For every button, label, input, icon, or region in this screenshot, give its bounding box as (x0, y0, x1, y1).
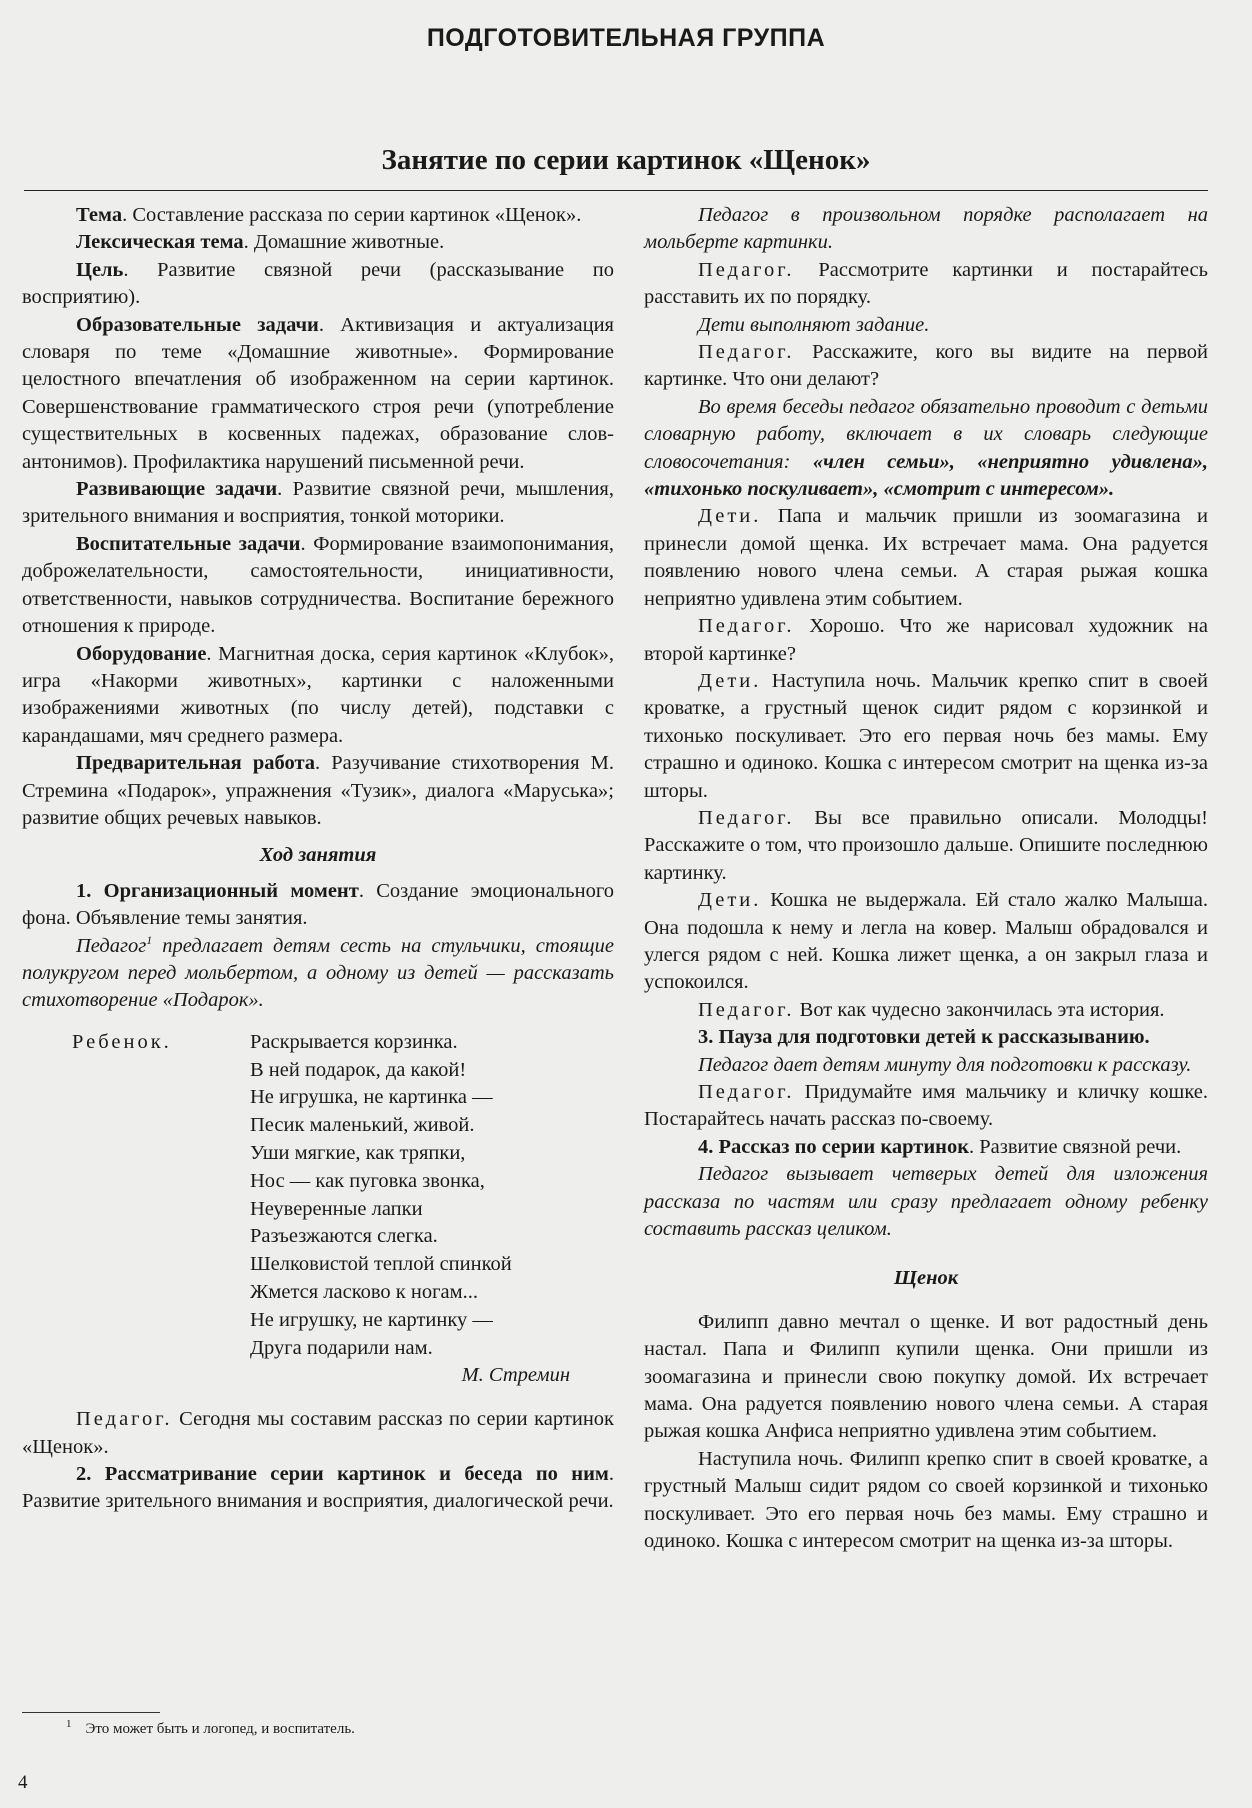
dialogue-children-3 (644, 887, 1208, 997)
poem-line: Разъезжаются слегка. (250, 1225, 438, 1248)
poem-line: Песик маленький, живой. (250, 1114, 475, 1137)
developmental-text: . Развитие связной речи, мышления, зрительного внимания и восприятия, тонкой моторики. (22, 478, 614, 528)
dialogue-teacher-4 (644, 805, 1208, 887)
dialogue-text: Наступила ночь. Мальчик крепко спит в своей кроватке, а грустный щенок сидит рядом с корзинкой и тихонько поскуливает. Это его первая ночь без мамы. Ему страшно и одиноко. Кошка с интересом смотрит на щенка из-за шторы. (644, 669, 1208, 802)
upbringing-paragraph (22, 531, 614, 641)
step4-paragraph (644, 1134, 1208, 1161)
poem-line: Неуверенные лапки (250, 1197, 423, 1220)
preparation-text: . Разучивание стихотворения М. Стремина «Подарок», упражнения «Тузик», диалога «Маруська»; развитие общих речевых навыков. (22, 752, 614, 829)
upbringing-label: Воспитательные задачи (76, 532, 301, 555)
dialogue-teacher-6 (644, 1079, 1208, 1134)
speaker-teacher: Педагог. (698, 998, 795, 1021)
speaker-teacher: Педагог. (76, 1408, 173, 1431)
preparation-paragraph (22, 750, 614, 832)
dialogue-text: Папа и мальчик пришли из зоомагазина и принесли домой щенка. Их встречает мама. Она радуется появлению нового члена семьи. А старая рыжая кошка неприятно удивлена этим событием. (644, 505, 1208, 610)
dialogue-text: Вы все правильно описали. Молодцы! Расскажите о том, что произошло дальше. Опишите последнюю картинку. (644, 806, 1208, 884)
speaker-teacher: Педагог. (698, 1081, 795, 1103)
educational-text: . Активизация и актуализация словаря по теме «Домашние животные». Формирование целостного впечатления об изображенном на серии картинок. Совершенствование грамматического строя речи (употребление существительных в косвенных падежах, образование слов-антонимов). Профилактика нарушений письменной речи. (22, 313, 614, 473)
poem-line: Уши мягкие, как тряпки, (250, 1141, 466, 1164)
topic-text: . Составление рассказа по серии картинок «Щенок». (122, 204, 582, 226)
dialogue-teacher-5 (644, 997, 1208, 1024)
poem-line: Шелковистой теплой спинкой (250, 1253, 512, 1276)
dialogue-text: Вот как чудесно закончилась эта история. (794, 998, 1165, 1021)
step1-paragraph (22, 878, 614, 933)
right-instruction-4: Педагог вызывает четверых детей для изложения рассказа по частям или сразу предлагает одному ребенку составить рассказ целиком. (644, 1163, 1208, 1241)
story-title: Щенок (893, 1267, 959, 1290)
right-instruction-3: Педагог дает детям минуту для подготовки к рассказу. (698, 1053, 1192, 1076)
goal-paragraph (22, 257, 614, 312)
teacher-line-1-text: Сегодня мы составим рассказ по серии картинок «Щенок». (22, 1408, 614, 1458)
step4-label: 4. Рассказ по серии картинок (698, 1135, 970, 1158)
footnote-text: Это может быть и логопед, и воспитатель. (85, 1721, 355, 1737)
upbringing-text: . Формирование взаимопонимания, доброжелательности, самостоятельности, инициативности, ответственности, навыков сотрудничества. Воспитание бережного отношения к природе. (22, 532, 614, 638)
speaker-children: Дети. (698, 669, 762, 692)
dialogue-text: Придумайте имя мальчику и кличку кошке. Постарайтесь начать рассказ по-своему. (644, 1081, 1208, 1131)
footnote-divider (22, 1712, 160, 1713)
speaker-teacher: Педагог. (698, 341, 795, 364)
poem-speaker: Ребенок. (72, 1030, 172, 1053)
preparation-label: Предварительная работа (76, 752, 316, 775)
dialogue-text: Кошка не выдержала. Ей стало жалко Малыша. Она подошла к нему и легла на ковер. Малыш обрадовался и улегся рядом с ней. Кошка лижет щенка, а он закрыл глаза и успокоился. (644, 889, 1208, 994)
lexical-label: Лексическая тема (76, 231, 244, 254)
poem-line: Раскрывается корзинка. (250, 1030, 458, 1053)
speaker-teacher: Педагог. (698, 615, 795, 638)
spacer (22, 1390, 614, 1406)
speaker-teacher: Педагог. (698, 258, 795, 281)
poem-line: В ней подарок, да какой! (250, 1058, 467, 1081)
vocabulary-phrases: «член семьи», «неприятно удивлена», «тихонько поскуливает», «смотрит с интересом». (644, 450, 1208, 501)
dialogue-text: Расскажите, кого вы видите на первой картинке. Что они делают? (644, 341, 1208, 391)
equipment-paragraph (22, 641, 614, 751)
lesson-title: Занятие по серии картинок «Щенок» (381, 144, 871, 176)
poem-line: Нос — как пуговка звонка, (250, 1169, 485, 1192)
footnote-mark: 1 (66, 1718, 72, 1730)
right-instruction-2: Дети выполняют задание. (698, 313, 930, 336)
educational-paragraph (22, 312, 614, 476)
story-paragraph-1: Филипп давно мечтал о щенке. И вот радостный день настал. Папа и Филипп купили щенка. Они пришли из зоомагазина и принесли свою покупку домой. Их встречает мама. Она радуется появлению нового члена семьи. А старая рыжая кошка Анфиса неприятно удивлена этим событием. (644, 1310, 1208, 1443)
dialogue-children-1 (644, 503, 1208, 613)
vocabulary-instruction (644, 394, 1208, 504)
step2-label: 2. Рассматривание серии картинок и беседа по ним (76, 1462, 609, 1485)
developmental-paragraph (22, 476, 614, 531)
lexical-paragraph (22, 229, 614, 256)
step3-heading: 3. Пауза для подготовки детей к рассказыванию. (698, 1026, 1150, 1049)
developmental-label: Развивающие задачи (76, 478, 278, 501)
goal-text: . Развитие связной речи (рассказывание по восприятию). (22, 258, 614, 309)
page-number: 4 (18, 1772, 28, 1793)
step1-label: 1. Организационный момент (76, 879, 359, 902)
equipment-label: Оборудование (76, 642, 207, 665)
dialogue-text: Рассмотрите картинки и постарайтесь расставить их по порядку. (644, 258, 1208, 309)
story-paragraph-2: Наступила ночь. Филипп крепко спит в своей кроватке, а грустный Малыш сидит рядом со своей корзинкой и тихонько поскуливает. Это его первая ночь без мамы. Ему страшно и одиноко. Кошка с интересом смотрит на щенка из-за шторы. (644, 1447, 1208, 1553)
poem-author: М. Стремин (461, 1364, 570, 1387)
poem-line: Не игрушку, не картинку — (250, 1308, 493, 1331)
footnote (66, 1718, 355, 1738)
step4-text: . Развитие связной речи. (969, 1135, 1182, 1158)
goal-label: Цель (76, 258, 124, 281)
poem-line: Не игрушка, не картинка — (250, 1086, 493, 1109)
footnote-reference: 1 (146, 932, 153, 947)
title-divider (24, 190, 1208, 191)
equipment-text: . Магнитная доска, серия картинок «Клубок», игра «Накорми животных», картинки с наложенными изображениями животных (по числу детей), подставки с карандашами, мяч среднего размера. (22, 642, 614, 747)
dialogue-teacher-2 (644, 339, 1208, 394)
left-column (22, 202, 614, 1516)
poem-lines (250, 1029, 614, 1390)
step2-paragraph (22, 1461, 614, 1516)
speaker-teacher: Педагог. (698, 806, 795, 829)
vocabulary-instruction-text: Во время беседы педагог обязательно проводит с детьми словарную работу, включает в их словарь следующие словосочетания: (644, 395, 1208, 473)
topic-paragraph (22, 202, 614, 229)
teacher-line-1 (22, 1406, 614, 1461)
step1-text: . Создание эмоционального фона. Объявление темы занятия. (22, 879, 614, 930)
step1-instruction-a: Педагог (76, 934, 147, 957)
right-instruction-1: Педагог в произвольном порядке располагает на мольберте картинки. (644, 204, 1208, 254)
step1-instruction-b: предлагает детям сесть на стульчики, стоящие полукругом перед мольбертом, а одному из детей — рассказать стихотворение «Подарок». (22, 934, 614, 1012)
poem-line: Друга подарили нам. (250, 1336, 433, 1359)
right-column (644, 202, 1208, 1556)
speaker-children: Дети. (698, 505, 762, 528)
lexical-text: . Домашние животные. (243, 231, 445, 254)
running-header: ПОДГОТОВИТЕЛЬНАЯ ГРУППА (426, 24, 826, 52)
course-heading: Ход занятия (259, 844, 377, 867)
educational-label: Образовательные задачи (76, 313, 319, 336)
dialogue-children-2 (644, 668, 1208, 805)
dialogue-teacher-3 (644, 613, 1208, 668)
poem (22, 1029, 614, 1390)
dialogue-teacher-1 (644, 257, 1208, 312)
poem-line: Жмется ласково к ногам... (250, 1280, 478, 1303)
step2-text: . Развитие зрительного внимания и восприятия, диалогической речи. (22, 1462, 614, 1513)
topic-label: Тема (76, 204, 123, 226)
step1-instruction (22, 933, 614, 1015)
dialogue-text: Хорошо. Что же нарисовал художник на второй картинке? (644, 615, 1208, 665)
speaker-children: Дети. (698, 889, 762, 912)
